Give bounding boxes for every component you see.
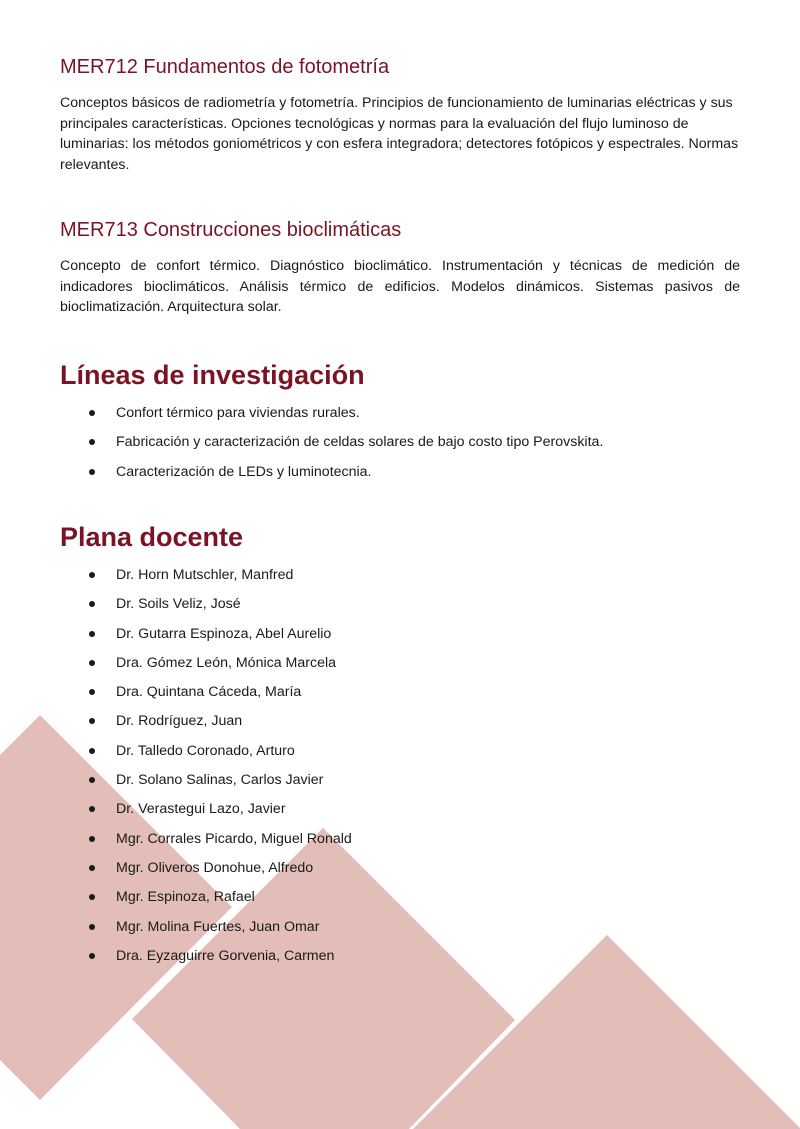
bullet-icon: [89, 924, 95, 930]
list-item: Mgr. Molina Fuertes, Juan Omar: [60, 917, 352, 946]
list-item: Confort térmico para viviendas rurales.: [60, 403, 603, 432]
course-title-mer713: MER713 Construcciones bioclimáticas: [60, 219, 402, 241]
bullet-icon: [89, 689, 95, 695]
list-item: Dr. Rodríguez, Juan: [60, 711, 352, 740]
list-item: Dr. Solano Salinas, Carlos Javier: [60, 770, 352, 799]
faculty-list: [60, 565, 352, 975]
bullet-icon: [89, 572, 95, 578]
list-item: Dra. Eyzaguirre Gorvenia, Carmen: [60, 946, 352, 975]
course-title-mer712: MER712 Fundamentos de fotometría: [60, 56, 390, 78]
list-item: Mgr. Espinoza, Rafael: [60, 887, 352, 916]
faculty-section-title: Plana docente: [60, 522, 244, 552]
bullet-icon: [89, 806, 95, 812]
course-description-mer712: Conceptos básicos de radiometría y fotometría. Principios de funcionamiento de luminarias eléctricas y sus principales características. Opciones tecnológicas y normas para la evaluación del flujo luminoso de luminarias: los métodos goniométricos y con esfera integradora; detectores fotópicos y espectrales. Normas relevantes.: [60, 95, 739, 173]
bullet-icon: [89, 631, 95, 637]
list-item: Dr. Verastegui Lazo, Javier: [60, 799, 352, 828]
bullet-icon: [89, 748, 95, 754]
list-item: Caracterización de LEDs y luminotecnia.: [60, 462, 603, 491]
list-item: Fabricación y caracterización de celdas solares de bajo costo tipo Perovskita.: [60, 432, 603, 461]
bullet-icon: [89, 777, 95, 783]
bullet-icon: [89, 410, 95, 416]
list-item: Mgr. Corrales Picardo, Miguel Ronald: [60, 829, 352, 858]
research-list: [60, 403, 603, 491]
list-item: Dr. Soils Veliz, José: [60, 594, 352, 623]
list-item: Dr. Gutarra Espinoza, Abel Aurelio: [60, 624, 352, 653]
list-item: Dr. Talledo Coronado, Arturo: [60, 741, 352, 770]
list-item: Mgr. Oliveros Donohue, Alfredo: [60, 858, 352, 887]
bullet-icon: [89, 439, 95, 445]
bullet-icon: [89, 660, 95, 666]
list-item: Dra. Quintana Cáceda, María: [60, 682, 352, 711]
course-description-mer713: Concepto de confort térmico. Diagnóstico bioclimático. Instrumentación y técnicas de medición de indicadores bioclimáticos. Análisis térmico de edificios. Modelos dinámicos. Sistemas pasivos de bioclimatización. Arquitectura solar.: [60, 258, 740, 315]
bullet-icon: [89, 601, 95, 607]
list-item: Dr. Horn Mutschler, Manfred: [60, 565, 352, 594]
bullet-icon: [89, 469, 95, 475]
bullet-icon: [89, 953, 95, 959]
bullet-icon: [89, 836, 95, 842]
bullet-icon: [89, 865, 95, 871]
research-section-title: Líneas de investigación: [60, 360, 365, 390]
bullet-icon: [89, 894, 95, 900]
list-item: Dra. Gómez León, Mónica Marcela: [60, 653, 352, 682]
bullet-icon: [89, 718, 95, 724]
